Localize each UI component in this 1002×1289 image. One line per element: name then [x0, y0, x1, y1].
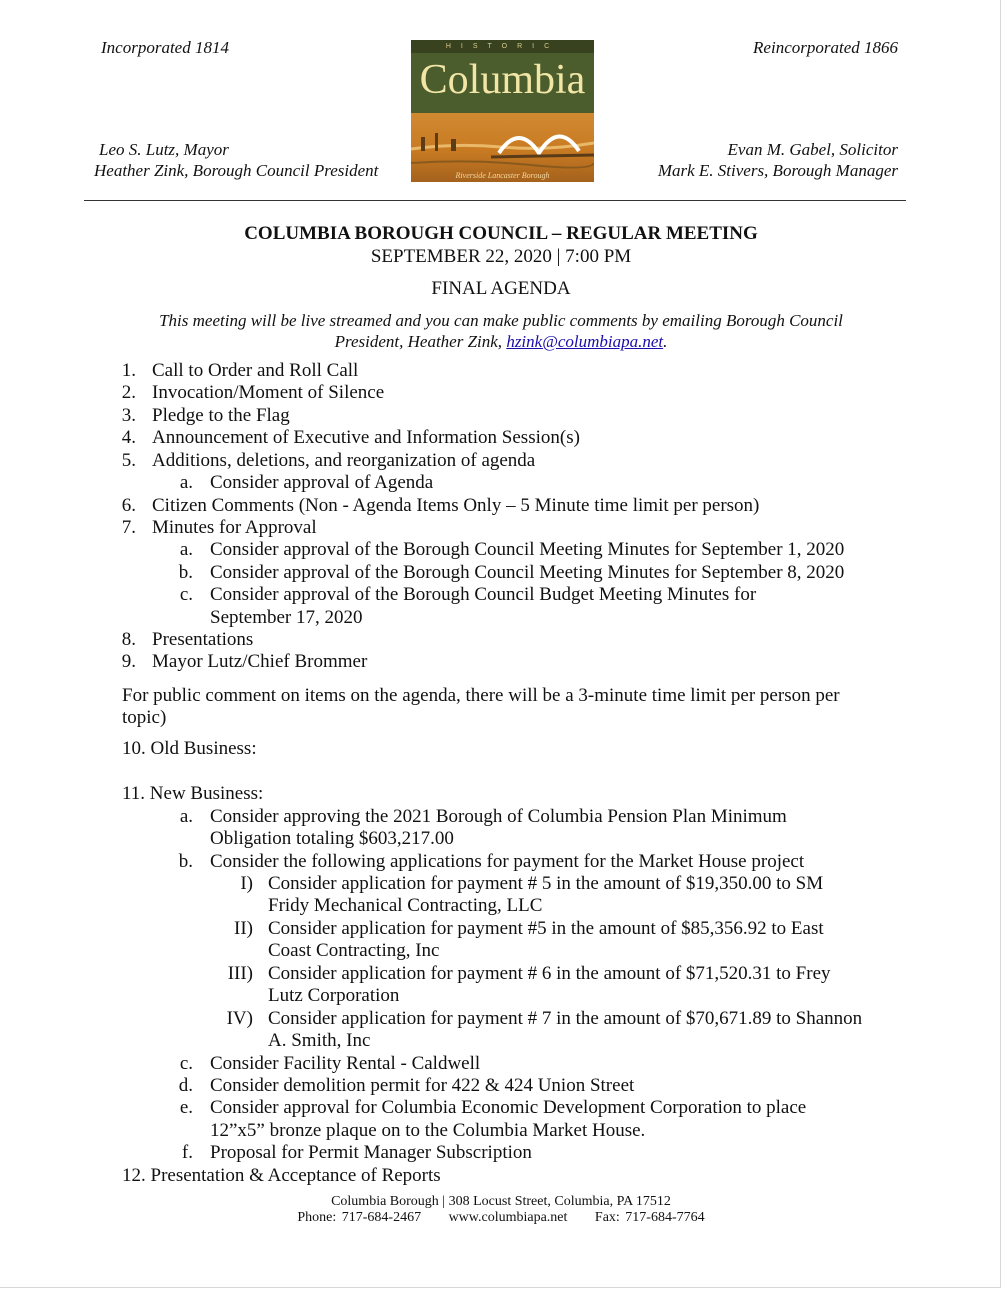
public-comment-note: For public comment on items on the agenda, there will be a 3-minute time limit per person per — [122, 685, 840, 706]
footer-contact: Phone: 717-684-2467 www.columbiapa.net Fax: 717-684-7764 — [297, 1210, 705, 1225]
agenda-subitem-market-house: Consider the following applications for payment for the Market House project — [210, 851, 805, 872]
agenda-item-new-business: 11. New Business: — [122, 783, 264, 804]
agenda-item-minutes: Minutes for Approval — [152, 517, 317, 538]
item-number: 1. — [121, 360, 136, 381]
stream-note-text: President, Heather Zink, — [334, 332, 507, 351]
subitem-letter: e. — [179, 1097, 193, 1118]
payment-item-2-cont: Coast Contracting, Inc — [268, 940, 440, 961]
columbia-logo — [411, 40, 594, 182]
logo-tagline: Riverside Lancaster Borough — [455, 171, 550, 180]
item-number: 8. — [121, 629, 136, 650]
agenda-subitem-facility-rental: Consider Facility Rental - Caldwell — [210, 1053, 481, 1074]
agenda-item-old-business: 10. Old Business: — [122, 738, 257, 759]
item-number: 3. — [121, 405, 136, 426]
roman-numeral: II) — [234, 918, 253, 939]
item-number: 2. — [121, 382, 136, 403]
agenda-subitem-plaque: Consider approval for Columbia Economic Development Corporation to place — [210, 1097, 807, 1118]
agenda-item-pledge: Pledge to the Flag — [152, 405, 290, 426]
agenda-subitem-minutes-sep1: Consider approval of the Borough Council Meeting Minutes for September 1, 2020 — [210, 539, 845, 560]
agenda-subitem-pension: Consider approving the 2021 Borough of Columbia Pension Plan Minimum — [210, 806, 787, 827]
subitem-letter: d. — [178, 1075, 193, 1096]
stream-note — [0, 310, 1002, 352]
stream-note-period: . — [663, 332, 668, 351]
officials-right — [658, 139, 898, 181]
meeting-title: COLUMBIA BOROUGH COUNCIL – REGULAR MEETING — [244, 223, 758, 244]
agenda-item-mayor: Mayor Lutz/Chief Brommer — [152, 651, 368, 672]
agenda-subitem-plaque-cont: 12”x5” bronze plaque on to the Columbia Market House. — [210, 1120, 646, 1141]
agenda-item-call-to-order: Call to Order and Roll Call — [152, 360, 359, 381]
agenda-subitem-pension-total: Obligation totaling $603,217.00 — [210, 828, 454, 849]
agenda-subitem-demolition: Consider demolition permit for 422 & 424 Union Street — [210, 1075, 635, 1096]
item-number: 7. — [121, 517, 136, 538]
payment-item-4: Consider application for payment # 7 in the amount of $70,671.89 to Shannon — [268, 1008, 863, 1029]
agenda-item-invocation: Invocation/Moment of Silence — [152, 382, 385, 403]
subitem-letter: a. — [179, 806, 193, 827]
item-number: 5. — [121, 450, 136, 471]
agenda-item-reports: 12. Presentation & Acceptance of Reports — [122, 1165, 441, 1186]
subitem-letter: c. — [179, 584, 193, 605]
stream-note-line-2 — [0, 331, 1002, 352]
item-number: 4. — [121, 427, 136, 448]
agenda-subitem-budget-minutes: Consider approval of the Borough Council Budget Meeting Minutes for — [210, 584, 757, 605]
agenda-subitem-minutes-sep8: Consider approval of the Borough Council Meeting Minutes for September 8, 2020 — [210, 562, 845, 583]
solicitor-name: Evan M. Gabel, Solicitor — [727, 140, 898, 159]
email-link[interactable]: hzink@columbiapa.net — [506, 332, 664, 351]
subitem-letter: c. — [179, 1053, 193, 1074]
agenda-label: FINAL AGENDA — [431, 278, 571, 299]
agenda-item-announcement: Announcement of Executive and Information Session(s) — [152, 427, 580, 448]
roman-numeral: III) — [227, 963, 253, 984]
mayor-name: Leo S. Lutz, Mayor — [99, 140, 229, 159]
roman-numeral: I) — [240, 873, 253, 894]
officials-left — [94, 139, 378, 181]
meeting-date: SEPTEMBER 22, 2020 | 7:00 PM — [370, 246, 632, 267]
manager-name: Mark E. Stivers, Borough Manager — [657, 161, 898, 180]
council-president-name: Heather Zink, Borough Council President — [94, 161, 379, 180]
agenda-subitem-budget-minutes-date: September 17, 2020 — [210, 607, 363, 628]
payment-item-3-cont: Lutz Corporation — [268, 985, 400, 1006]
reincorporated-text: Reincorporated 1866 — [753, 38, 898, 57]
agenda-item-citizen-comments: Citizen Comments (Non - Agenda Items Only – 5 Minute time limit per person) — [152, 495, 760, 516]
roman-numeral: IV) — [226, 1008, 253, 1029]
agenda-subitem-approve-agenda: Consider approval of Agenda — [210, 472, 434, 493]
subitem-letter: a. — [179, 472, 193, 493]
item-number: 9. — [121, 651, 136, 672]
logo-title: Columbia — [419, 57, 586, 103]
subitem-letter: a. — [179, 539, 193, 560]
bridge-image — [411, 113, 594, 182]
subitem-letter: b. — [178, 851, 193, 872]
payment-item-3: Consider application for payment # 6 in the amount of $71,520.31 to Frey — [268, 963, 831, 984]
incorporated-text: Incorporated 1814 — [101, 38, 229, 57]
logo-banner: HISTORIC — [411, 40, 594, 53]
stream-note-line-1: This meeting will be live streamed and you can make public comments by emailing Borough Council — [159, 311, 843, 330]
agenda-item-additions: Additions, deletions, and reorganization of agenda — [152, 450, 536, 471]
payment-item-1: Consider application for payment # 5 in the amount of $19,350.00 to SM — [268, 873, 824, 894]
payment-item-1-cont: Fridy Mechanical Contracting, LLC — [268, 895, 543, 916]
payment-item-4-cont: A. Smith, Inc — [268, 1030, 371, 1051]
item-number: 6. — [121, 495, 136, 516]
agenda-item-presentations: Presentations — [152, 629, 254, 650]
subitem-letter: b. — [178, 562, 193, 583]
subitem-letter: f. — [181, 1142, 193, 1163]
payment-item-2: Consider application for payment #5 in the amount of $85,356.92 to East — [268, 918, 824, 939]
footer-address: Columbia Borough | 308 Locust Street, Columbia, PA 17512 — [331, 1194, 671, 1209]
agenda-subitem-permit-manager: Proposal for Permit Manager Subscription — [210, 1142, 532, 1163]
header-divider — [84, 200, 906, 201]
public-comment-note-end: topic) — [122, 707, 167, 728]
